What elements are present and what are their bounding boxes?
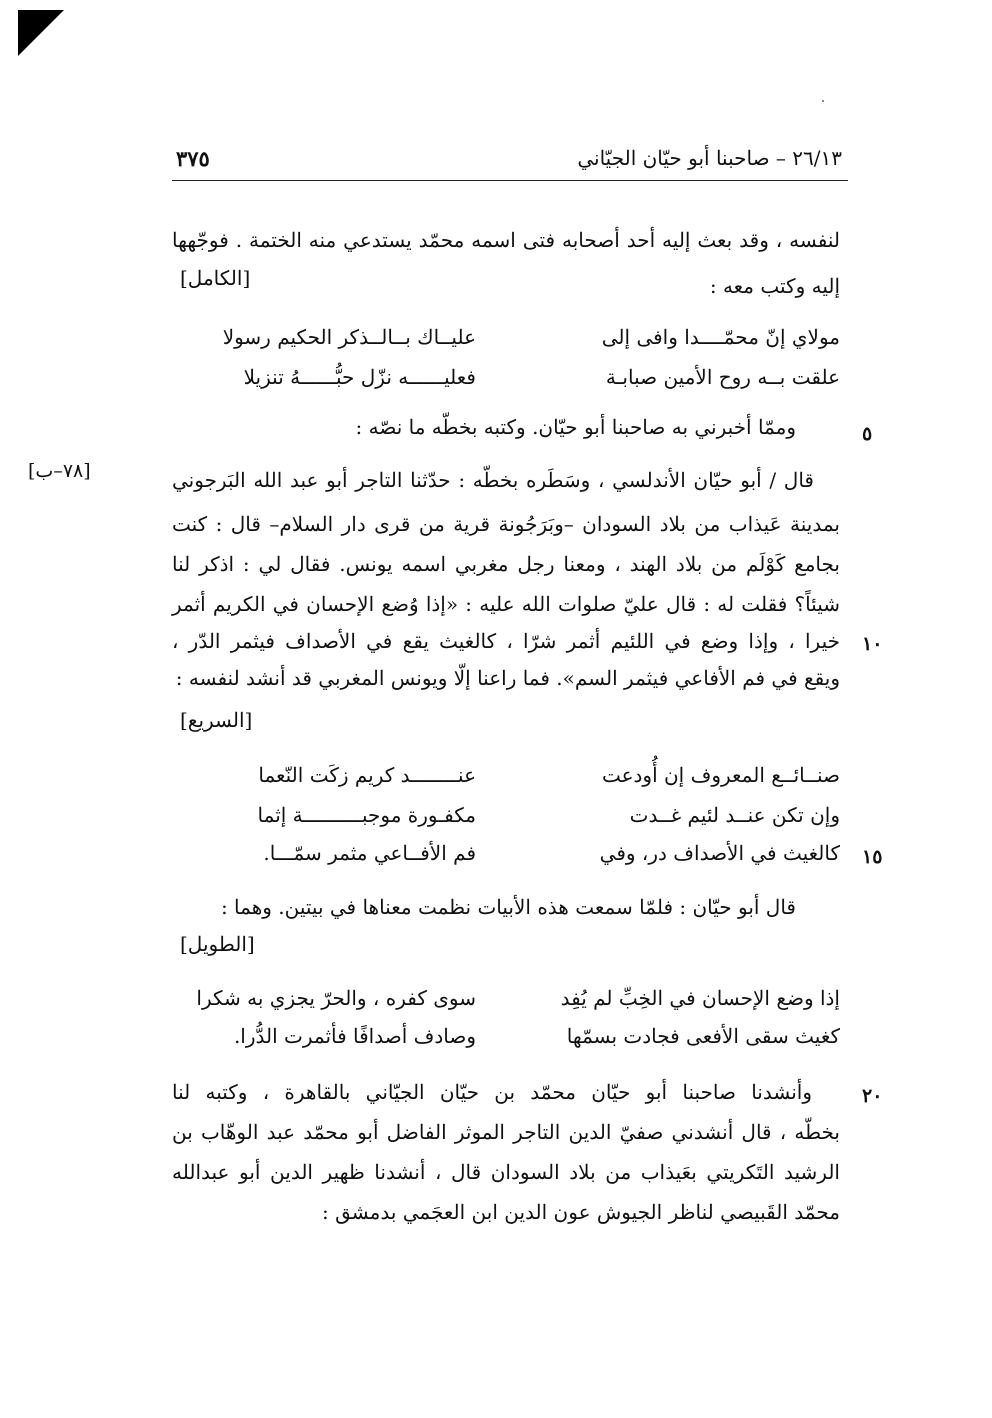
text-line: محمّد القَبيصي لناظر الجيوش عون الدين ابن العجَمي بدمشق : xyxy=(322,1200,840,1224)
text-line: خيرا ، وإذا وضع في اللئيم أثمر شرّا ، كالغيث يقع في الأصداف فيثمر الدّر ، xyxy=(172,629,840,653)
page-number: ٣٧٥ xyxy=(176,146,210,171)
verse-hemistich: فعليــــــه نزّل حبُّــــــهُ تنزيلا xyxy=(243,365,476,389)
folio-marker: [٧٨–ب] xyxy=(28,460,91,482)
text-line: وممّا أخبرني به صاحبنا أبو حيّان. وكتبه بخطّه ما نصّه : xyxy=(355,415,796,439)
speck xyxy=(822,100,824,102)
verse-hemistich: مولاي إنّ محمّــــدا وافى إلى xyxy=(601,325,840,349)
meter-label: [الكامل] xyxy=(180,266,251,290)
verse-hemistich: سوى كفره ، والحرّ يجزي به شكرا xyxy=(196,986,476,1010)
text-line: ويقع في فم الأفاعي فيثمر السم». فما راعنا إلّا ويونس المغربي قد أنشد لنفسه : xyxy=(175,666,840,690)
meter-label: [الطويل] xyxy=(180,932,255,956)
verse-hemistich: وصادف أصدافًا فأثمرت الدُّرا. xyxy=(233,1024,476,1048)
text-line: بجامع كَوْلَم من بلاد الهند ، ومعنا رجل مغربي اسمه يونس. فقال لي : اذكر لنا xyxy=(172,552,840,576)
text-line: لنفسه ، وقد بعث إليه أحد أصحابه فتى اسمه محمّد يستدعي منه الختمة . فوجّهها xyxy=(172,228,840,252)
text-line: الرشيد التَكريتي بعَيذاب من بلاد السودان قال ، أنشدنا ظهير الدين أبو عبدالله xyxy=(172,1160,840,1184)
line-number: ٥ xyxy=(862,423,873,445)
verse-hemistich: مكفـورة موجبــــــــــة إثما xyxy=(257,803,476,827)
line-number: ٢٠ xyxy=(862,1085,883,1107)
verse-hemistich: علقت بــه روح الأمين صبابـة xyxy=(605,365,840,389)
running-title: ٢٦/١٣ – صاحبنا أبو حيّان الجيّاني xyxy=(577,146,842,170)
line-number: ١٠ xyxy=(862,633,883,655)
page-header xyxy=(172,140,848,181)
text-line: بخطّه ، قال أنشدني صفيّ الدين التاجر الموثر الفاضل أبو محمّد عبد الوهّاب بن xyxy=(172,1120,840,1144)
verse-hemistich: عليــاك بــالــذكر الحكيم رسولا xyxy=(222,325,476,349)
text-line: قال / أبو حيّان الأندلسي ، وسَطَره بخطّه : حدّثنا التاجر أبو عبد الله البَرجوني xyxy=(172,468,814,492)
verse-hemistich: فم الأفــاعي مثمر سمّـــا. xyxy=(263,841,476,865)
line-number: ١٥ xyxy=(862,846,883,868)
text-line: وأنشدنا صاحبنا أبو حيّان محمّد بن حيّان الجيّاني بالقاهرة ، وكتبه لنا xyxy=(172,1080,812,1104)
verse-hemistich: عنــــــــد كريم زكَت النّعما xyxy=(258,763,476,787)
text-line: قال أبو حيّان : فلمّا سمعت هذه الأبيات نظمت معناها في بيتين. وهما : xyxy=(220,895,796,919)
meter-label: [السريع] xyxy=(180,708,253,732)
text-line: شيئاً؟ فقلت له : قال عليّ صلوات الله عليه : «إذا وُضع الإحسان في الكريم أثمر xyxy=(172,592,840,616)
corner-mark xyxy=(18,10,64,56)
verse-hemistich: صنــائــع المعروف إن أُودعت xyxy=(601,763,840,787)
text-line: بمدينة عَيذاب من بلاد السودان –وبَرَجُونة قرية من قرى دار السلام– قال : كنت xyxy=(172,512,840,536)
verse-hemistich: إذا وضع الإحسان في الخِبِّ لم يُفِد xyxy=(560,986,840,1010)
text-line: إليه وكتب معه : xyxy=(709,274,840,298)
verse-hemistich: وإن تكن عنــد لئيم غــدت xyxy=(629,803,840,827)
verse-hemistich: كالغيث في الأصداف در، وفي xyxy=(599,841,840,865)
verse-hemistich: كغيث سقى الأفعى فجادت بسمّها xyxy=(566,1024,840,1048)
